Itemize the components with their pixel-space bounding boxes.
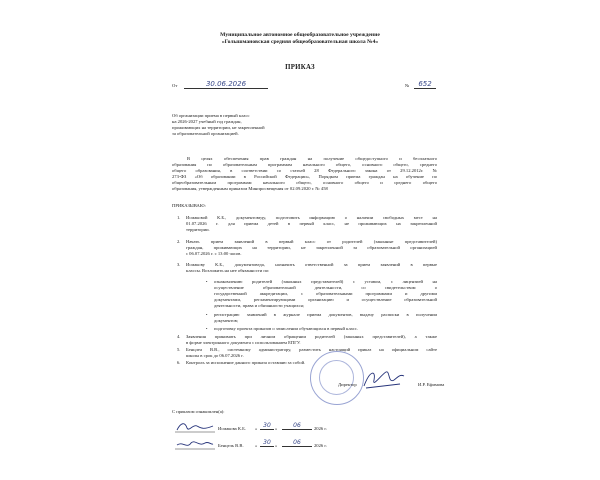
subject-line: проживающих на территории, не закрепленной	[172, 125, 265, 130]
item-line: Контроль за исполнение данного приказа оставляю за собой.	[186, 360, 306, 365]
acquaint-name: Исмакова К.Б.	[218, 426, 246, 431]
signer-position: Директор	[338, 382, 357, 387]
bullet-line: подготовку проекта приказов о зачислении обучающихся в первый класс.	[214, 326, 358, 331]
handwritten-signature-icon	[175, 420, 215, 434]
item-number: 5.	[177, 347, 181, 352]
item-line: школы в срок до 06.07.2026 г.	[186, 353, 244, 358]
bullet-line: деятельности, права и обязанности учащихся;	[214, 303, 304, 308]
acquaint-day: 30	[260, 422, 274, 430]
order-number: 652	[414, 80, 436, 89]
item-line: Начать прием заявлений в первый класс от родителей (законные представителей)	[186, 239, 437, 244]
date-prefix: От	[172, 83, 178, 88]
org-name-line-1: Муниципальное автономное общеобразовательное учреждение	[220, 32, 380, 38]
quote-open: «	[255, 426, 258, 431]
order-date: 30.06.2026	[184, 80, 268, 89]
acquaint-month: 06	[282, 422, 312, 430]
item-line: Бенцлеа В.В., системному администратору, разместить настоящий приказ на официальном сайте	[186, 347, 437, 352]
preamble-line: общего образования, в соответствии со статьей 28 Федерального закона от 29.12.2012г. №	[172, 168, 437, 173]
acquaint-year: 2026 г.	[314, 443, 327, 448]
order-word: ПРИКАЗЫВАЮ:	[172, 203, 206, 208]
item-number: 6.	[177, 360, 181, 365]
item-line: классы. Возложить на нее обязанности по:	[186, 268, 270, 273]
bullet-line: документов;	[214, 318, 239, 323]
item-number: 4.	[177, 334, 181, 339]
bullet-line: ознакомлению родителей (законных представителей) с уставом, с лицензией на	[214, 279, 437, 284]
bullet-line: документами, регламентирующими организацию и осуществление образовательной	[214, 297, 437, 302]
acquaint-label: С приказом ознакомлен(а):	[172, 409, 225, 414]
item-number: 2.	[177, 239, 181, 244]
acquaint-day: 30	[260, 439, 274, 447]
preamble-line: образования, утвержденным приказом Минпросвещения от 02.09.2020 г. № 458	[172, 186, 328, 191]
director-signature-icon	[360, 366, 406, 392]
stamp-icon	[310, 351, 364, 405]
quote-close: »	[275, 443, 278, 448]
preamble-line: В целях обеспечения прав граждан на получение общедоступного и бесплатного	[187, 156, 437, 161]
bullet-line: государственной аккредитации, с образовательными программами и другими	[214, 291, 437, 296]
quote-open: «	[255, 443, 258, 448]
item-line: Исмакову К.Б., документоведа, назначить ответственной за прием заявлений в первые	[186, 262, 437, 267]
item-number: 3.	[177, 262, 181, 267]
preamble-line: 273-ФЗ «Об образовании в Российской Федерации», Порядком приема граждан на обучение по	[172, 174, 437, 179]
order-title: ПРИКАЗ	[285, 64, 315, 71]
bullet-icon: •	[206, 279, 208, 284]
bullet-line: осуществление образовательной деятельности, со свидетельством о	[214, 285, 437, 290]
subject-line: Об организации приема в первый класс	[172, 113, 250, 118]
item-line: 01.07.2026 г. для приема детей в первый класс, не проживающих на закрепленной	[186, 221, 437, 226]
bullet-icon: •	[206, 326, 208, 331]
preamble-line: общеобразовательным программам начального общего, основного общего и среднего общего	[172, 180, 437, 185]
number-prefix: №	[405, 83, 410, 88]
signer-name: И.Р. Ефимова	[418, 382, 445, 387]
handwritten-signature-icon	[175, 437, 215, 451]
acquaint-name: Бенцель В.В.	[218, 443, 244, 448]
item-line: граждан, проживающих на территории, не закрепленной за образовательной организацией	[186, 245, 437, 250]
acquaint-month: 06	[282, 439, 312, 447]
item-line: территории.	[186, 227, 210, 232]
subject-line: за образовательной организацией.	[172, 131, 239, 136]
preamble-line: образования по образовательным программам начального общего, основного общего, среднего	[172, 162, 437, 167]
bullet-icon: •	[206, 312, 208, 317]
acquaint-year: 2026 г.	[314, 426, 327, 431]
item-line: Заявления принимать при личном обращении родителей (законных представителей), а также	[186, 334, 437, 339]
item-line: в форме электронного документа с использованием ЕПГУ.	[186, 340, 301, 345]
item-number: 1.	[177, 215, 181, 220]
bullet-line: регистрацию заявлений в журнале приема документов, выдачу расписки в получении	[214, 312, 437, 317]
item-line: Исмаковой К.Б., документоведу, подготовить информацию о наличии свободных мест на	[186, 215, 437, 220]
org-name-line-2: «Голышмановская средняя общеобразовательная школа №4»	[221, 39, 379, 45]
quote-close: »	[275, 426, 278, 431]
subject-line: на 2026-2027 учебный год граждан,	[172, 119, 242, 124]
item-line: с 06.07.2026 г. с 13:00 часов.	[186, 251, 242, 256]
